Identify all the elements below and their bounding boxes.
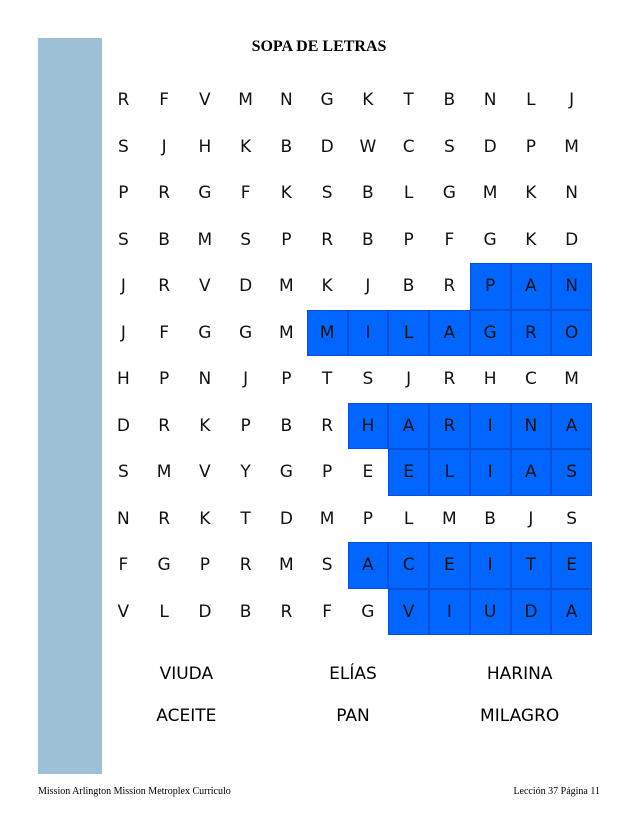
grid-cell: J [161,136,167,157]
grid-cell: D [565,229,579,250]
grid-cell: B [158,229,170,250]
grid-cell: B [280,415,293,436]
grid-cell: B [402,276,415,297]
grid-cell: F [240,183,251,204]
grid-cell: P [321,462,333,483]
word-list-item: ELÍAS [329,664,377,684]
grid-cell: R [321,229,334,250]
grid-cell: R [511,310,552,357]
grid-cell: D [279,508,293,529]
grid-cell: S [117,462,129,483]
grid-cell: L [526,90,536,111]
grid-cell: S [321,555,333,576]
grid-cell: T [321,369,333,390]
grid-cell: V [117,601,130,622]
grid-cell: P [281,369,292,390]
grid-cell: R [429,403,470,450]
grid-cell: K [321,276,333,297]
grid-cell: M [279,555,294,576]
grid-cell: P [118,183,129,204]
grid-cell: K [525,229,537,250]
grid-cell: N [483,90,497,111]
word-list [103,664,603,726]
grid-cell: G [198,322,212,343]
grid-cell: Y [240,462,251,483]
grid-cell: M [442,508,457,529]
grid-cell: D [511,589,552,636]
grid-cell: L [403,508,414,529]
grid-cell: K [199,415,211,436]
grid-cell: P [281,229,292,250]
grid-cell: P [470,263,511,310]
grid-cell: S [566,508,578,529]
grid-cell: P [525,136,536,157]
grid-cell: R [443,369,456,390]
grid-cell: I [470,542,511,589]
grid-cell: S [117,229,129,250]
grid-cell: B [443,90,456,111]
grid-cell: R [117,90,130,111]
grid-cell: R [158,508,171,529]
grid-cell: L [159,601,169,622]
grid-cell: W [359,136,377,157]
grid-cell: B [484,508,496,529]
grid-cell: R [239,555,252,576]
grid-cell: M [482,183,498,204]
grid-cell: R [158,415,171,436]
grid-cell: E [551,542,592,589]
grid-cell: J [406,369,412,390]
grid-cell: M [197,229,213,250]
grid-cell: A [511,263,552,310]
grid-cell: J [243,369,249,390]
grid-cell: R [443,276,456,297]
grid-cell: C [402,136,415,157]
grid-cell: K [240,136,252,157]
grid-cell: M [279,322,294,343]
grid-cell: G [320,90,334,111]
grid-cell: A [551,403,592,450]
grid-cell: U [470,589,511,636]
grid-cell: D [239,276,253,297]
grid-cell: B [362,229,374,250]
grid-cell: F [159,322,170,343]
grid-cell: H [483,369,497,390]
grid-cell: D [320,136,334,157]
grid-cell: N [280,90,293,111]
grid-cell: J [569,90,575,111]
grid-cell: M [319,508,335,529]
grid-cell: G [279,462,293,483]
grid-cell: E [362,462,374,483]
grid-cell: A [348,542,389,589]
footer-right: Lección 37 Página 11 [513,786,600,797]
grid-cell: N [565,183,578,204]
grid-cell: M [238,90,253,111]
grid-cell: R [280,601,293,622]
grid-cell: P [403,229,414,250]
grid-cell: I [348,310,389,357]
grid-cell: D [198,601,212,622]
grid-cell: J [120,322,126,343]
grid-cell: A [429,310,470,357]
sidebar-stripe [38,38,102,774]
grid-cell: G [157,555,171,576]
grid-cell: M [564,136,579,157]
grid-cell: P [240,415,251,436]
grid-cell: H [348,403,389,450]
grid-cell: C [388,542,429,589]
grid-cell: H [198,136,212,157]
grid-cell: P [199,555,210,576]
grid-cell: E [429,542,470,589]
footer-left: Mission Arlington Mission Metroplex Curriculo [38,786,231,797]
grid-cell: L [429,449,470,496]
grid-cell: F [118,555,129,576]
grid-cell: E [388,449,429,496]
grid-cell: N [511,403,552,450]
grid-cell: I [470,403,511,450]
grid-cell: L [403,183,414,204]
grid-cell: S [551,449,592,496]
grid-cell: S [362,369,374,390]
grid-cell: D [483,136,497,157]
grid-cell: M [307,310,348,357]
word-list-item: PAN [336,706,370,726]
grid-cell: V [199,462,211,483]
grid-cell: K [362,90,374,111]
grid-cell: K [525,183,537,204]
grid-cell: A [551,589,592,636]
grid-cell: M [564,369,579,390]
word-list-item: MILAGRO [480,706,560,726]
grid-cell: F [322,601,333,622]
grid-cell: K [199,508,211,529]
grid-cell: B [362,183,374,204]
grid-cell: B [280,136,293,157]
grid-cell: V [199,90,211,111]
word-list-item: VIUDA [159,664,214,684]
grid-cell: N [117,508,130,529]
grid-cell: R [321,415,334,436]
grid-cell: R [158,183,171,204]
grid-cell: G [198,183,212,204]
grid-cell: V [199,276,211,297]
grid-cell: G [483,229,497,250]
grid-cell: J [365,276,371,297]
page-title: SOPA DE LETRAS [251,38,387,55]
grid-cell: P [362,508,373,529]
grid-cell: V [388,589,429,636]
grid-cell: A [511,449,552,496]
grid-cell: R [158,276,171,297]
grid-cell: M [156,462,172,483]
grid-cell: T [511,542,552,589]
grid-cell: C [524,369,537,390]
grid-cell: S [443,136,455,157]
grid-cell: N [551,263,592,310]
grid-cell: I [470,449,511,496]
grid-cell: T [240,508,251,529]
grid-cell: N [198,369,212,390]
grid-cell: J [120,276,126,297]
grid-cell: S [240,229,252,250]
word-list-item: HARINA [486,664,553,684]
grid-cell: D [116,415,130,436]
grid-cell: F [159,90,170,111]
grid-cell: T [403,90,414,111]
grid-cell: S [321,183,333,204]
grid-cell: F [444,229,455,250]
grid-cell: G [239,322,253,343]
grid-cell: O [551,310,592,357]
grid-cell: I [429,589,470,636]
grid-cell: H [116,369,130,390]
grid-cell: S [117,136,129,157]
grid-cell: P [158,369,170,390]
grid-cell: J [528,508,534,529]
word-list-item: ACEITE [156,706,217,726]
grid-cell: G [361,601,375,622]
grid-cell: G [470,310,511,357]
grid-cell: K [280,183,292,204]
grid-cell: M [279,276,294,297]
grid-cell: A [388,403,429,450]
grid-cell: G [442,183,456,204]
grid-cell: L [388,310,429,357]
grid-cell: B [239,601,252,622]
letter-grid [103,77,592,635]
